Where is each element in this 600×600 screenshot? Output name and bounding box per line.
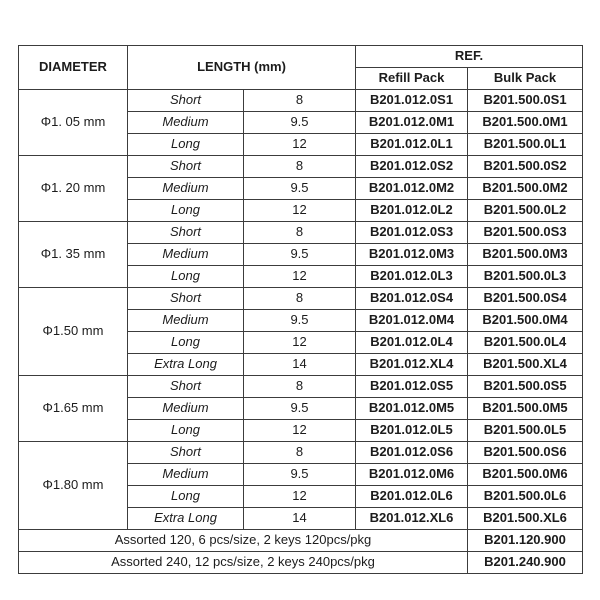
refill-ref-cell: B201.012.0M6 [356,464,468,486]
bulk-ref-cell: B201.500.0M3 [468,244,583,266]
bulk-ref-cell: B201.500.0L3 [468,266,583,288]
length-name-cell: Extra Long [128,354,244,376]
length-value-cell: 9.5 [244,112,356,134]
refill-ref-cell: B201.012.0L1 [356,134,468,156]
length-name-cell: Long [128,420,244,442]
bulk-ref-cell: B201.500.0M1 [468,112,583,134]
refill-ref-cell: B201.012.0L4 [356,332,468,354]
bulk-ref-cell: B201.500.0L6 [468,486,583,508]
bulk-ref-cell: B201.500.0M6 [468,464,583,486]
header-diameter: DIAMETER [19,46,128,90]
refill-ref-cell: B201.012.0M2 [356,178,468,200]
refill-ref-cell: B201.012.XL4 [356,354,468,376]
refill-ref-cell: B201.012.XL6 [356,508,468,530]
assorted-240-label-cell: Assorted 240, 12 pcs/size, 2 keys 240pcs/pkg [19,552,468,574]
diameter-cell: Φ1.50 mm [19,288,128,376]
length-name-cell: Medium [128,244,244,266]
product-reference-table [18,45,583,574]
length-name-cell: Long [128,134,244,156]
length-value-cell: 12 [244,486,356,508]
length-value-cell: 9.5 [244,244,356,266]
length-name-cell: Short [128,376,244,398]
length-name-cell: Medium [128,310,244,332]
length-value-cell: 8 [244,376,356,398]
refill-ref-cell: B201.012.0M3 [356,244,468,266]
refill-ref-cell: B201.012.0S3 [356,222,468,244]
length-name-cell: Short [128,156,244,178]
length-value-cell: 14 [244,354,356,376]
bulk-ref-cell: B201.500.0L2 [468,200,583,222]
assorted-120-label-cell: Assorted 120, 6 pcs/size, 2 keys 120pcs/pkg [19,530,468,552]
bulk-ref-cell: B201.500.0S4 [468,288,583,310]
length-value-cell: 12 [244,420,356,442]
bulk-ref-cell: B201.500.0S6 [468,442,583,464]
length-name-cell: Short [128,222,244,244]
diameter-cell: Φ1.80 mm [19,442,128,530]
bulk-ref-cell: B201.500.0M5 [468,398,583,420]
length-name-cell: Long [128,266,244,288]
refill-ref-cell: B201.012.0S5 [356,376,468,398]
header-refill-pack: Refill Pack [356,68,468,90]
table-row [19,222,583,244]
diameter-cell: Φ1. 35 mm [19,222,128,288]
length-name-cell: Extra Long [128,508,244,530]
refill-ref-cell: B201.012.0S2 [356,156,468,178]
length-value-cell: 9.5 [244,310,356,332]
bulk-ref-cell: B201.500.0S5 [468,376,583,398]
table-row [19,376,583,398]
header-ref: REF. [356,46,583,68]
length-name-cell: Short [128,442,244,464]
refill-ref-cell: B201.012.0S1 [356,90,468,112]
diameter-cell: Φ1. 05 mm [19,90,128,156]
refill-ref-cell: B201.012.0S6 [356,442,468,464]
footer-row [19,552,583,574]
diameter-cell: Φ1.65 mm [19,376,128,442]
refill-ref-cell: B201.012.0L2 [356,200,468,222]
length-value-cell: 12 [244,134,356,156]
length-value-cell: 9.5 [244,178,356,200]
bulk-ref-cell: B201.500.XL4 [468,354,583,376]
bulk-ref-cell: B201.500.0S1 [468,90,583,112]
length-value-cell: 12 [244,200,356,222]
header-row-top [19,46,583,68]
length-value-cell: 9.5 [244,464,356,486]
length-value-cell: 8 [244,222,356,244]
length-value-cell: 14 [244,508,356,530]
length-value-cell: 9.5 [244,398,356,420]
refill-ref-cell: B201.012.0L6 [356,486,468,508]
length-name-cell: Medium [128,178,244,200]
refill-ref-cell: B201.012.0M4 [356,310,468,332]
length-value-cell: 12 [244,332,356,354]
length-value-cell: 8 [244,156,356,178]
table-row [19,156,583,178]
refill-ref-cell: B201.012.0M1 [356,112,468,134]
length-value-cell: 8 [244,288,356,310]
refill-ref-cell: B201.012.0M5 [356,398,468,420]
length-value-cell: 8 [244,442,356,464]
table-row [19,288,583,310]
bulk-ref-cell: B201.500.0M4 [468,310,583,332]
table-row [19,442,583,464]
header-length: LENGTH (mm) [128,46,356,90]
diameter-cell: Φ1. 20 mm [19,156,128,222]
refill-ref-cell: B201.012.0S4 [356,288,468,310]
length-name-cell: Short [128,288,244,310]
length-value-cell: 8 [244,90,356,112]
length-value-cell: 12 [244,266,356,288]
bulk-ref-cell: B201.500.0L1 [468,134,583,156]
header-bulk-pack: Bulk Pack [468,68,583,90]
length-name-cell: Long [128,486,244,508]
refill-ref-cell: B201.012.0L5 [356,420,468,442]
bulk-ref-cell: B201.500.0L4 [468,332,583,354]
bulk-ref-cell: B201.500.0S2 [468,156,583,178]
footer-row [19,530,583,552]
bulk-ref-cell: B201.500.0L5 [468,420,583,442]
assorted-120-ref-cell: B201.120.900 [468,530,583,552]
length-name-cell: Medium [128,112,244,134]
bulk-ref-cell: B201.500.0S3 [468,222,583,244]
length-name-cell: Long [128,332,244,354]
refill-ref-cell: B201.012.0L3 [356,266,468,288]
table-row [19,90,583,112]
length-name-cell: Short [128,90,244,112]
bulk-ref-cell: B201.500.XL6 [468,508,583,530]
length-name-cell: Medium [128,464,244,486]
assorted-240-ref-cell: B201.240.900 [468,552,583,574]
length-name-cell: Medium [128,398,244,420]
bulk-ref-cell: B201.500.0M2 [468,178,583,200]
length-name-cell: Long [128,200,244,222]
